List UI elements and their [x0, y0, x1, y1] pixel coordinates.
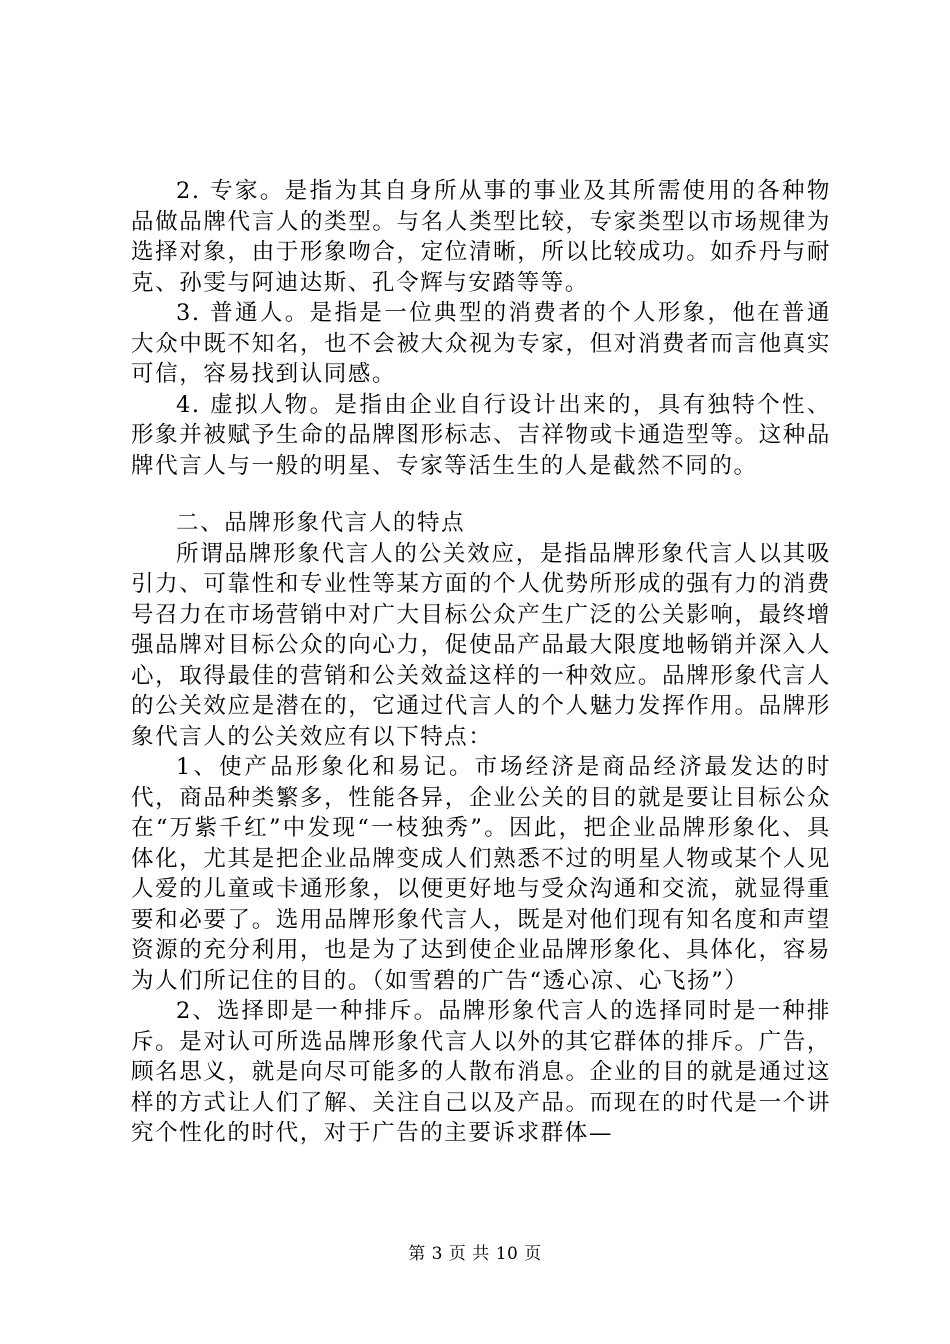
paragraph-virtual-character: 4. 虚拟人物。是指由企业自行设计出来的，具有独特个性、形象并被赋予生命的品牌图形标志、吉祥物或卡通造型等。这种品牌代言人与一般的明星、专家等活生生的人是截然不同的。: [131, 391, 831, 479]
paragraph-feature-1: 1、使产品形象化和易记。市场经济是商品经济最发达的时代，商品种类繁多，性能各异，企业公关的目的就是要让目标公众在“万紫千红”中发现“一枝独秀”。因此，把企业品牌形象化、具体化，尤其是把企业品牌变成人们熟悉不过的明星人物或某个人见人爱的儿童或卡通形象，以便更好地与受众沟通和交流，就显得重要和必要了。选用品牌形象代言人，既是对他们现有知名度和声望资源的充分利用，也是为了达到使企业品牌形象化、具体化，容易为人们所记住的目的。（如雪碧的广告“透心凉、心飞扬”）: [131, 754, 831, 994]
paragraph-ordinary-person: 3. 普通人。是指是一位典型的消费者的个人形象，他在普通大众中既不知名，也不会被大众视为专家，但对消费者而言他真实可信，容易找到认同感。: [131, 300, 831, 387]
endorser-features-section: [131, 508, 831, 1149]
paragraph-feature-2: 2、选择即是一种排斥。品牌形象代言人的选择同时是一种排斥。是对认可所选品牌形象代言人以外的其它群体的排斥。广告，顾名思义，就是向尽可能多的人散布消息。企业的目的就是通过这样的方式让人们了解、关注自己以及产品。而现在的时代是一个讲究个性化的时代，对于广告的主要诉求群体—: [131, 998, 831, 1146]
page-number-footer: 第 3 页 共 10 页: [408, 1244, 542, 1264]
endorser-types-section: [131, 176, 831, 481]
paragraph-expert: 2. 专家。是指为其自身所从事的事业及其所需使用的各种物品做品牌代言人的类型。与名人类型比较，专家类型以市场规律为选择对象，由于形象吻合，定位清晰，所以比较成功。如乔丹与耐克、孙雯与阿迪达斯、孔令辉与安踏等等。: [131, 178, 831, 296]
paragraph-pr-effect: 所谓品牌形象代言人的公关效应，是指品牌形象代言人以其吸引力、可靠性和专业性等某方面的个人优势所形成的强有力的消费号召力在市场营销中对广大目标公众产生广泛的公关影响，最终增强品牌对目标公众的向心力，促使品产品最大限度地畅销并深入人心，取得最佳的营销和公关效益这样的一种效应。品牌形象代言人的公关效应是潜在的，它通过代言人的个人魅力发挥作用。品牌形象代言人的公关效应有以下特点：: [131, 540, 831, 750]
section-heading: 二、品牌形象代言人的特点: [176, 510, 466, 536]
